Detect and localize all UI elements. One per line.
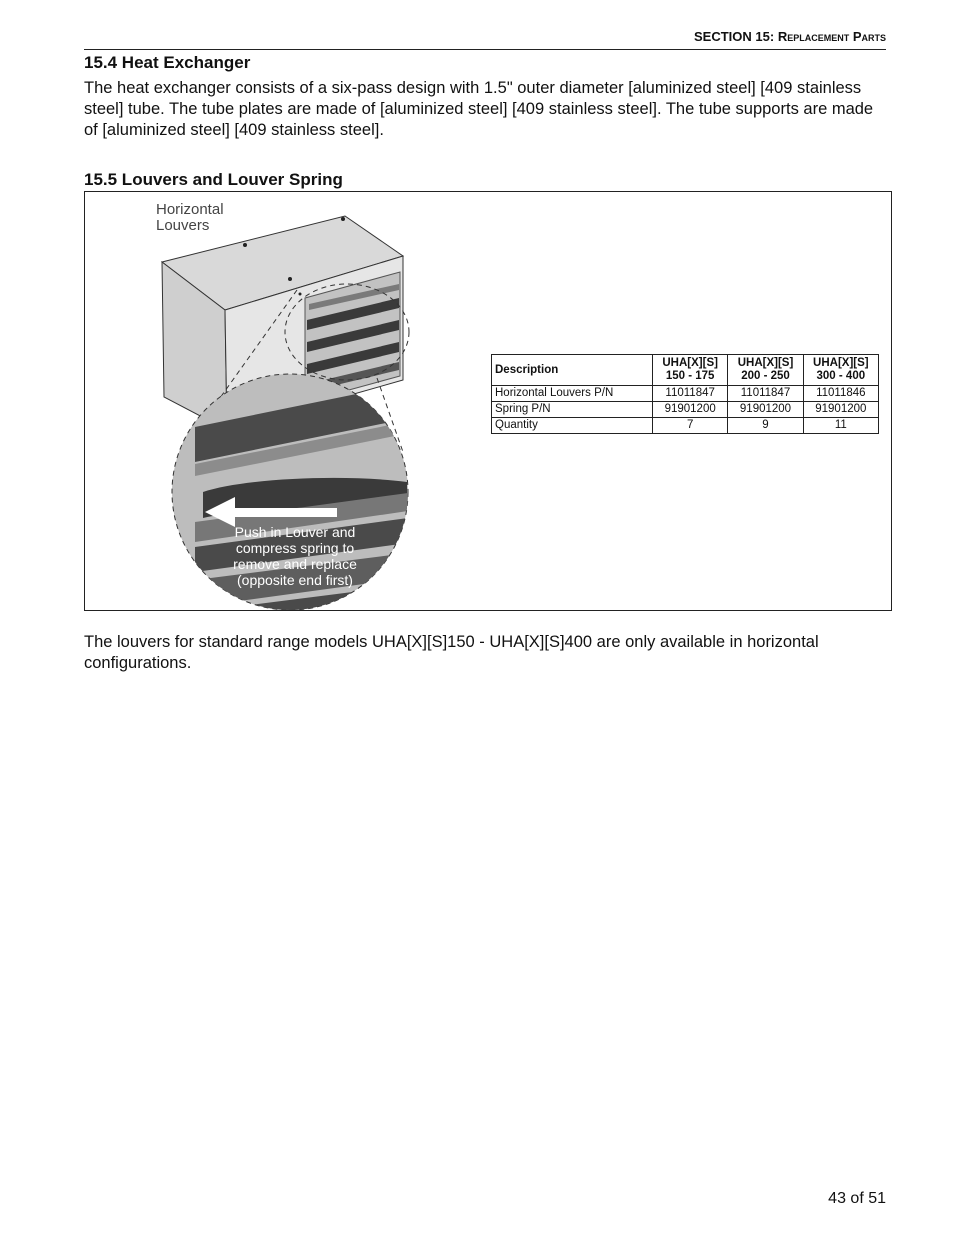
heading-heat-exchanger: 15.4 Heat Exchanger (84, 53, 251, 72)
page-number: 43 of 51 (828, 1190, 886, 1207)
louver-figure (84, 191, 892, 611)
figure-caption: Push in Louver and compress spring to remove and replace (opposite end first) (233, 524, 357, 588)
table-row: Spring P/N 91901200 91901200 91901200 (492, 402, 879, 418)
col-header-300-400: UHA[X][S] 300 - 400 (803, 355, 878, 386)
figure-label: Horizontal Louvers (156, 201, 224, 234)
heading-louvers: 15.5 Louvers and Louver Spring (84, 170, 343, 189)
table-row: Horizontal Louvers P/N 11011847 11011847 11011846 (492, 386, 879, 402)
louver-parts-table (491, 354, 879, 434)
col-header-200-250: UHA[X][S] 200 - 250 (728, 355, 803, 386)
header-prefix: SECTION 15: (694, 29, 778, 44)
page-header (84, 28, 886, 50)
table-row: Quantity 7 9 11 (492, 418, 879, 434)
header-title: Replacement Parts (777, 29, 886, 44)
louvers-text: The louvers for standard range models UHA[X][S]150 - UHA[X][S]400 are only available in horizontal configurations. (84, 633, 819, 672)
table-header-row (492, 355, 879, 386)
col-header-150-175: UHA[X][S] 150 - 175 (653, 355, 728, 386)
col-header-description: Description (492, 355, 653, 386)
heat-exchanger-text: The heat exchanger consists of a six-pass design with 1.5" outer diameter [aluminized steel] [409 stainless steel] tube. The tube plates are made of [aluminized steel] [409 stainless steel]. The tube supports are made of [aluminized steel] [409 stainless steel]. (84, 79, 874, 139)
